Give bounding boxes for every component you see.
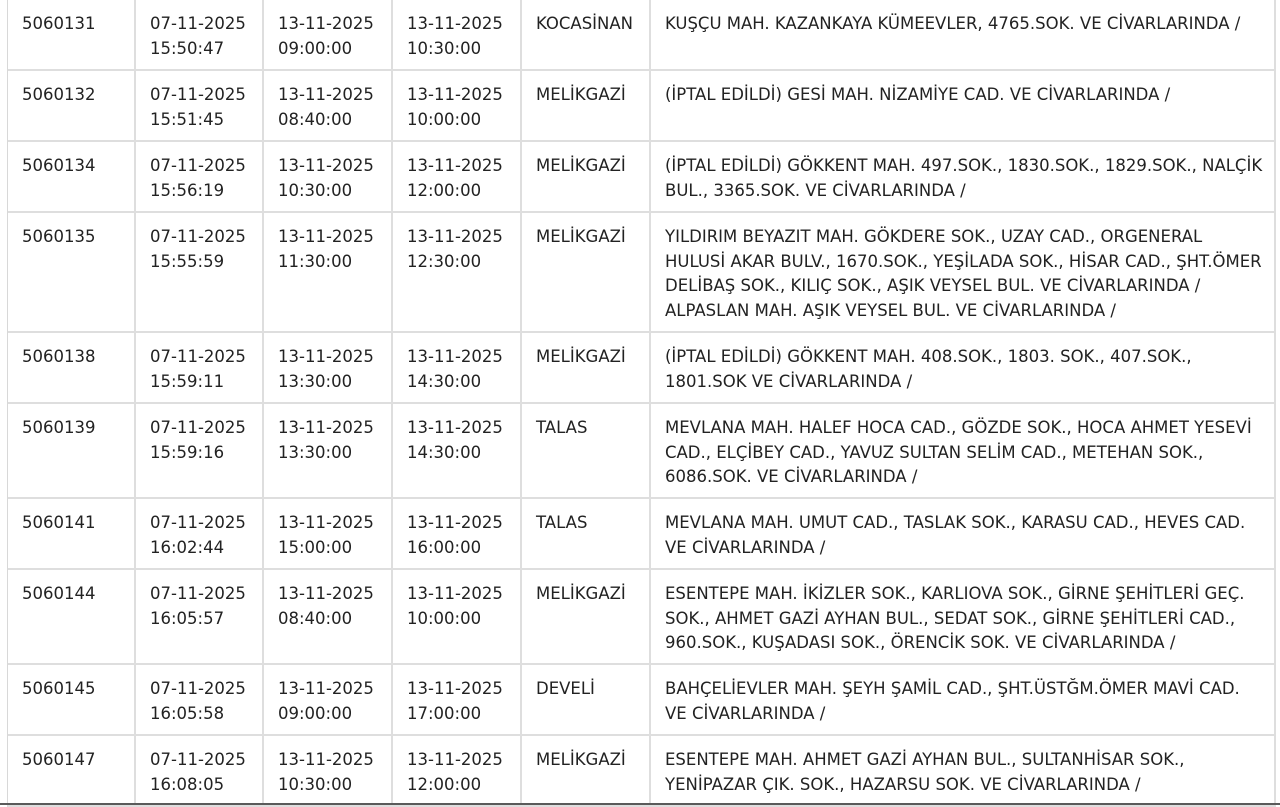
start-date: 13-11-2025 [278, 347, 374, 366]
cell-address [651, 736, 1276, 807]
end-date: 13-11-2025 [407, 418, 503, 437]
recorded-time: 16:02:44 [150, 537, 225, 557]
cell-recorded [136, 142, 264, 213]
address: (İPTAL EDİLDİ) GÖKKENT MAH. 408.SOK., 1803. SOK., 407.SOK., 1801.SOK VE CİVARLARINDA / [665, 347, 1192, 391]
cell-recorded [136, 736, 264, 807]
table-row [8, 71, 1276, 142]
cell-id [8, 142, 136, 213]
cell-address [651, 499, 1276, 570]
table-row [8, 213, 1276, 333]
outage-id: 5060147 [22, 750, 96, 769]
start-date: 13-11-2025 [278, 156, 374, 175]
end-time: 17:00:00 [407, 703, 482, 723]
end-date: 13-11-2025 [407, 347, 503, 366]
cell-start [264, 665, 393, 736]
start-date: 13-11-2025 [278, 85, 374, 104]
outage-id: 5060134 [22, 156, 96, 175]
cell-start [264, 142, 393, 213]
cell-id [8, 404, 136, 499]
cell-id [8, 736, 136, 807]
recorded-time: 15:59:11 [150, 371, 225, 391]
cell-start [264, 333, 393, 404]
start-time: 09:00:00 [278, 38, 353, 58]
cell-end [393, 499, 522, 570]
start-time: 08:40:00 [278, 608, 353, 628]
cell-address [651, 404, 1276, 499]
end-date: 13-11-2025 [407, 14, 503, 33]
cell-end [393, 213, 522, 333]
cell-end [393, 665, 522, 736]
cell-start [264, 736, 393, 807]
outage-table [7, 0, 1276, 807]
cell-end [393, 570, 522, 665]
outage-id: 5060139 [22, 418, 96, 437]
end-time: 16:00:00 [407, 537, 482, 557]
cell-end [393, 333, 522, 404]
cell-address [651, 665, 1276, 736]
end-time: 14:30:00 [407, 442, 482, 462]
end-date: 13-11-2025 [407, 85, 503, 104]
district: TALAS [536, 418, 588, 437]
cell-id [8, 333, 136, 404]
start-date: 13-11-2025 [278, 14, 374, 33]
recorded-date: 07-11-2025 [150, 227, 246, 246]
end-date: 13-11-2025 [407, 750, 503, 769]
cell-recorded [136, 213, 264, 333]
end-date: 13-11-2025 [407, 679, 503, 698]
address: (İPTAL EDİLDİ) GESİ MAH. NİZAMİYE CAD. VE CİVARLARINDA / [665, 85, 1171, 104]
start-time: 09:00:00 [278, 703, 353, 723]
cell-district [522, 333, 651, 404]
cell-start [264, 499, 393, 570]
start-time: 11:30:00 [278, 251, 353, 271]
cell-address [651, 142, 1276, 213]
recorded-date: 07-11-2025 [150, 750, 246, 769]
start-time: 13:30:00 [278, 442, 353, 462]
table-row [8, 570, 1276, 665]
recorded-time: 15:50:47 [150, 38, 225, 58]
district: MELİKGAZİ [536, 156, 626, 175]
recorded-date: 07-11-2025 [150, 513, 246, 532]
recorded-time: 15:59:16 [150, 442, 225, 462]
cell-district [522, 499, 651, 570]
cell-recorded [136, 0, 264, 71]
table-row [8, 333, 1276, 404]
end-date: 13-11-2025 [407, 156, 503, 175]
table-row [8, 499, 1276, 570]
recorded-time: 15:51:45 [150, 109, 225, 129]
outage-table-body [8, 0, 1276, 807]
end-date: 13-11-2025 [407, 227, 503, 246]
cell-start [264, 0, 393, 71]
cell-start [264, 570, 393, 665]
cell-start [264, 71, 393, 142]
cell-district [522, 71, 651, 142]
cell-end [393, 736, 522, 807]
cell-recorded [136, 499, 264, 570]
start-date: 13-11-2025 [278, 584, 374, 603]
end-time: 14:30:00 [407, 371, 482, 391]
table-row [8, 665, 1276, 736]
cell-recorded [136, 665, 264, 736]
bottom-rule [0, 803, 1280, 805]
outage-id: 5060144 [22, 584, 96, 603]
start-date: 13-11-2025 [278, 513, 374, 532]
district: DEVELİ [536, 679, 595, 698]
cell-end [393, 0, 522, 71]
table-row [8, 0, 1276, 71]
district: MELİKGAZİ [536, 85, 626, 104]
address: (İPTAL EDİLDİ) GÖKKENT MAH. 497.SOK., 1830.SOK., 1829.SOK., NALÇİK BUL., 3365.SOK. VE CİVARLARINDA / [665, 156, 1263, 200]
cell-recorded [136, 404, 264, 499]
start-date: 13-11-2025 [278, 418, 374, 437]
cell-address [651, 71, 1276, 142]
cell-district [522, 736, 651, 807]
end-time: 10:00:00 [407, 608, 482, 628]
outage-id: 5060132 [22, 85, 96, 104]
start-date: 13-11-2025 [278, 750, 374, 769]
cell-address [651, 570, 1276, 665]
end-time: 12:30:00 [407, 251, 482, 271]
cell-district [522, 665, 651, 736]
end-time: 12:00:00 [407, 774, 482, 794]
recorded-date: 07-11-2025 [150, 14, 246, 33]
cell-end [393, 404, 522, 499]
table-row [8, 142, 1276, 213]
recorded-time: 16:05:58 [150, 703, 225, 723]
address: ESENTEPE MAH. İKİZLER SOK., KARLIOVA SOK., GİRNE ŞEHİTLERİ GEÇ. SOK., AHMET GAZİ AYHAN BUL., SEDAT SOK., GİRNE ŞEHİTLERİ CAD., 960.SOK., KUŞADASI SOK., ÖRENCİK SOK. VE CİVARLARINDA / [665, 584, 1245, 652]
cell-start [264, 213, 393, 333]
district: MELİKGAZİ [536, 750, 626, 769]
address: YILDIRIM BEYAZIT MAH. GÖKDERE SOK., UZAY CAD., ORGENERAL HULUSİ AKAR BULV., 1670.SOK., YEŞİLADA SOK., HİSAR CAD., ŞHT.ÖMER DELİBAŞ SOK., KILIÇ SOK., AŞIK VEYSEL BUL. VE CİVARLARINDA / ALPASLAN MAH. AŞIK VEYSEL BUL. VE CİVARLARINDA / [665, 227, 1262, 320]
cell-recorded [136, 570, 264, 665]
cell-id [8, 71, 136, 142]
cell-address [651, 333, 1276, 404]
cell-id [8, 499, 136, 570]
address: MEVLANA MAH. UMUT CAD., TASLAK SOK., KARASU CAD., HEVES CAD. VE CİVARLARINDA / [665, 513, 1246, 557]
outage-id: 5060138 [22, 347, 96, 366]
end-time: 10:30:00 [407, 38, 482, 58]
start-time: 13:30:00 [278, 371, 353, 391]
recorded-date: 07-11-2025 [150, 85, 246, 104]
outage-id: 5060145 [22, 679, 96, 698]
cell-end [393, 71, 522, 142]
cell-end [393, 142, 522, 213]
cell-district [522, 404, 651, 499]
district: KOCASİNAN [536, 14, 634, 33]
outage-id: 5060131 [22, 14, 96, 33]
table-row [8, 736, 1276, 807]
district: MELİKGAZİ [536, 347, 626, 366]
start-time: 15:00:00 [278, 537, 353, 557]
recorded-time: 16:05:57 [150, 608, 225, 628]
start-date: 13-11-2025 [278, 227, 374, 246]
district: MELİKGAZİ [536, 227, 626, 246]
recorded-time: 15:55:59 [150, 251, 225, 271]
cell-district [522, 142, 651, 213]
table-row [8, 404, 1276, 499]
cell-id [8, 0, 136, 71]
recorded-date: 07-11-2025 [150, 156, 246, 175]
recorded-time: 15:56:19 [150, 180, 225, 200]
address: MEVLANA MAH. HALEF HOCA CAD., GÖZDE SOK., HOCA AHMET YESEVİ CAD., ELÇİBEY CAD., YAVUZ SULTAN SELİM CAD., METEHAN SOK., 6086.SOK. VE CİVARLARINDA / [665, 418, 1252, 486]
address: ESENTEPE MAH. AHMET GAZİ AYHAN BUL., SULTANHİSAR SOK., YENİPAZAR ÇIK. SOK., HAZARSU SOK. VE CİVARLARINDA / [665, 750, 1185, 794]
recorded-date: 07-11-2025 [150, 584, 246, 603]
outage-id: 5060135 [22, 227, 96, 246]
cell-district [522, 570, 651, 665]
start-time: 10:30:00 [278, 180, 353, 200]
recorded-date: 07-11-2025 [150, 679, 246, 698]
recorded-time: 16:08:05 [150, 774, 225, 794]
cell-recorded [136, 333, 264, 404]
cell-address [651, 213, 1276, 333]
address: BAHÇELİEVLER MAH. ŞEYH ŞAMİL CAD., ŞHT.ÜSTĞM.ÖMER MAVİ CAD. VE CİVARLARINDA / [665, 679, 1240, 723]
outage-id: 5060141 [22, 513, 96, 532]
start-time: 08:40:00 [278, 109, 353, 129]
recorded-date: 07-11-2025 [150, 347, 246, 366]
end-date: 13-11-2025 [407, 584, 503, 603]
cell-start [264, 404, 393, 499]
district: TALAS [536, 513, 588, 532]
district: MELİKGAZİ [536, 584, 626, 603]
cell-id [8, 570, 136, 665]
start-date: 13-11-2025 [278, 679, 374, 698]
address: KUŞÇU MAH. KAZANKAYA KÜMEEVLER, 4765.SOK. VE CİVARLARINDA / [665, 14, 1241, 33]
end-date: 13-11-2025 [407, 513, 503, 532]
cell-id [8, 665, 136, 736]
cell-district [522, 213, 651, 333]
start-time: 10:30:00 [278, 774, 353, 794]
cell-district [522, 0, 651, 71]
cell-recorded [136, 71, 264, 142]
end-time: 10:00:00 [407, 109, 482, 129]
cell-address [651, 0, 1276, 71]
recorded-date: 07-11-2025 [150, 418, 246, 437]
cell-id [8, 213, 136, 333]
end-time: 12:00:00 [407, 180, 482, 200]
